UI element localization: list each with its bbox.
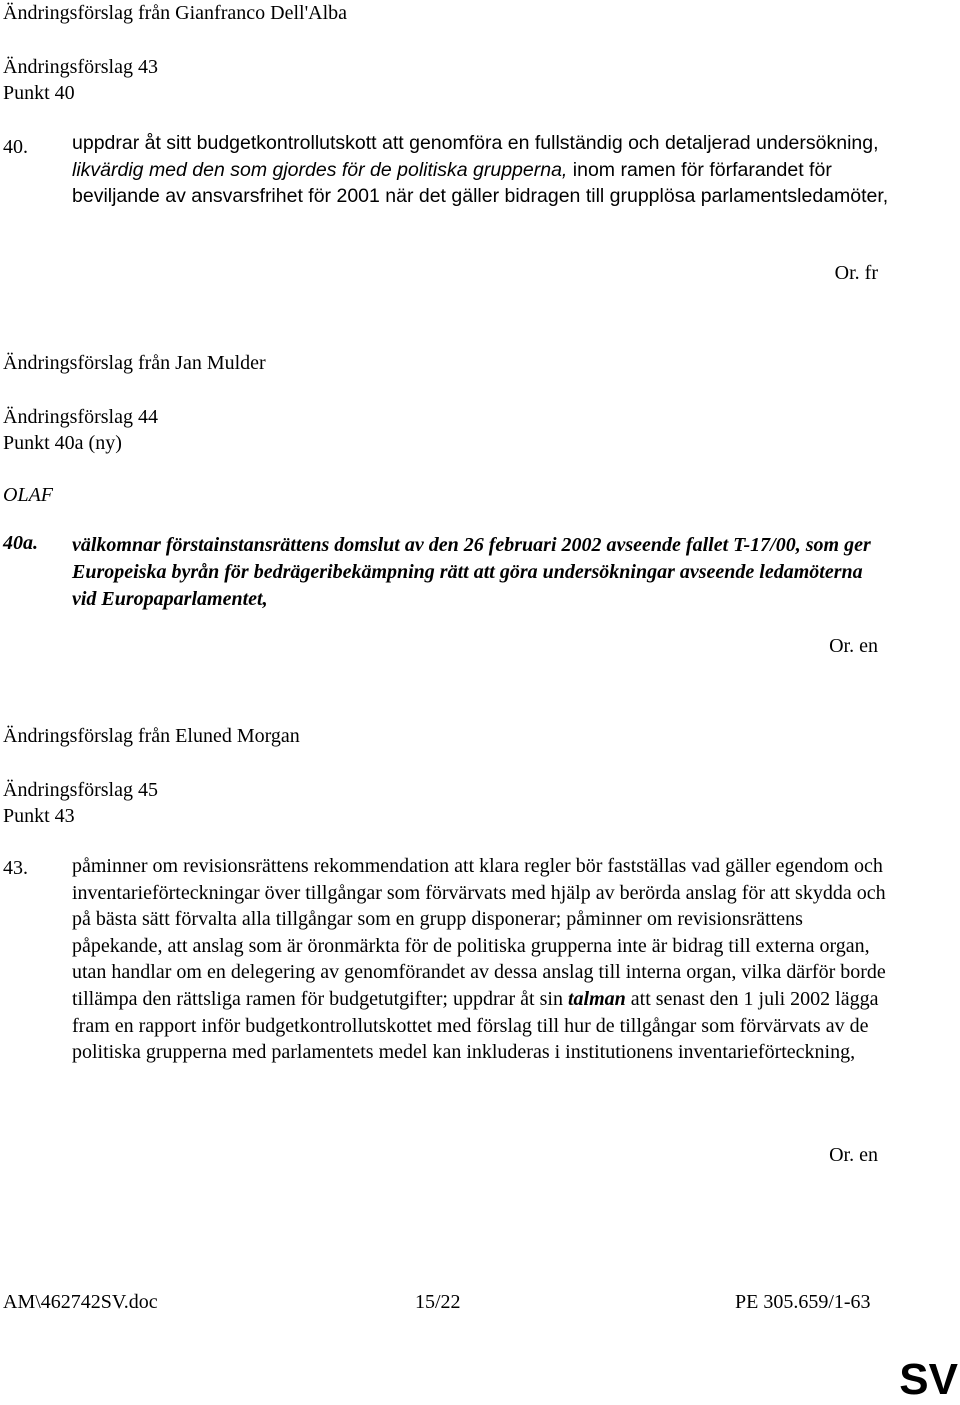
amendment-number: Ändringsförslag 45 [3, 779, 158, 801]
amendment-point: Punkt 43 [3, 805, 75, 827]
language-code: SV [899, 1355, 958, 1404]
original-language: Or. en [829, 1144, 878, 1166]
section-heading: OLAF [3, 484, 53, 506]
amendment-author: Ändringsförslag från Gianfranco Dell'Alba [3, 2, 348, 24]
text-emphasis: likvärdig med den som gjordes för de politiska grupperna, [72, 158, 568, 181]
amendment-point: Punkt 40a (ny) [3, 432, 122, 454]
footer-doc-name: AM\462742SV.doc [3, 1291, 158, 1313]
text-segment: påminner om revisionsrättens rekommendation att klara regler bör fastställas vad gäller egendom och inventarieförteckningar över tillgångar som förvärvats med hjälp av berörda anslag för att skydda och på bästa sätt förvalta alla tillgångar som en grupp disponerar; påminner om revisionsrättens påpekande, att anslag som är öronmärkta för de politiska grupperna inte är bidrag till externa organ, utan handlar om en delegering av genomförandet av dessa anslag till interna organ, vilka därför borde tillämpa den rättsliga ramen för budgetutgifter; uppdrar åt sin [72, 855, 886, 1010]
footer-reference: PE 305.659/1-63 [735, 1291, 871, 1313]
text-emphasis: talman [567, 987, 626, 1010]
amendment-point: Punkt 40 [3, 82, 75, 104]
text-segment: inom ramen för förfarandet för beviljande av ansvarsfrihet för 2001 när det gäller bidragen till grupplösa parlamentsledamöter, [72, 158, 889, 207]
amendment-author: Ändringsförslag från Eluned Morgan [3, 725, 300, 747]
text-segment: uppdrar åt sitt budgetkontrollutskott att genomföra en fullständig och detaljerad undersökning, [72, 132, 879, 154]
amendment-text [72, 130, 892, 210]
paragraph-number: 40. [3, 136, 28, 158]
amendment-number: Ändringsförslag 44 [3, 406, 158, 428]
amendment-number: Ändringsförslag 43 [3, 56, 158, 78]
amendment-text [72, 853, 887, 1066]
amendment-author: Ändringsförslag från Jan Mulder [3, 352, 266, 374]
paragraph-number: 43. [3, 857, 28, 879]
amendment-text: välkomnar förstainstansrättens domslut av den 26 februari 2002 avseende fallet T-17/00, som ger Europeiska byrån för bedrägeribekämpning rätt att göra undersökningar avseende ledamöterna vid Europaparlamentet, [72, 534, 871, 610]
footer-page-number: 15/22 [415, 1291, 461, 1313]
paragraph-number: 40a. [3, 532, 38, 554]
original-language: Or. fr [834, 262, 878, 284]
text-segment: att senast den 1 juli 2002 lägga fram en rapport inför budgetkontrollutskottet med förslag till hur de tillgångar som förvärvats av de politiska grupperna med parlamentets medel kan inkluderas i institutionens inventarieförteckning, [72, 987, 879, 1064]
original-language: Or. en [829, 635, 878, 657]
